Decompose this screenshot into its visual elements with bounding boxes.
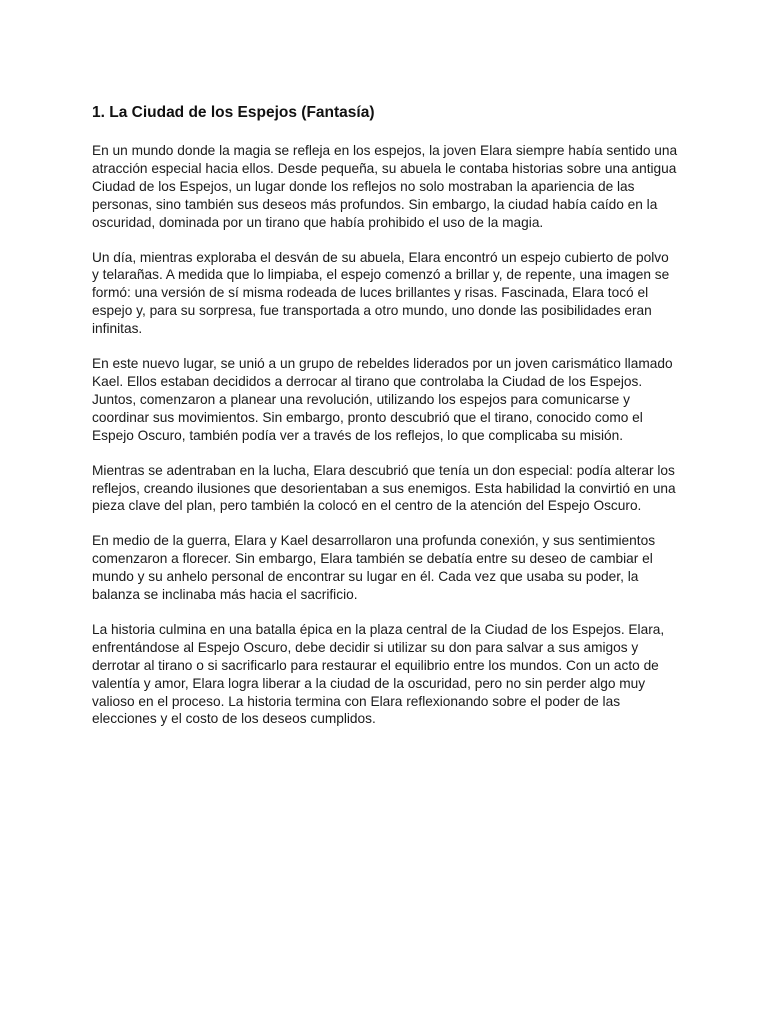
paragraph-3: En este nuevo lugar, se unió a un grupo de rebeldes liderados por un joven carismático llamado Kael. Ellos estaban decididos a derrocar al tirano que controlaba la Ciudad de los Espejos. Juntos, comenzaron a planear una revolución, utilizando los espejos para comunicarse y coordinar sus movimientos. Sin embargo, pronto descubrió que el tirano, conocido como el Espejo Oscuro, también podía ver a través de los reflejos, lo que complicaba su misión. (92, 356, 673, 443)
paragraph-4: Mientras se adentraban en la lucha, Elara descubrió que tenía un don especial: podía alterar los reflejos, creando ilusiones que desorientaban a sus enemigos. Esta habilidad la convirtió en una pieza clave del plan, pero también la colocó en el centro de la atención del Espejo Oscuro. (92, 462, 676, 514)
document-title: 1. La Ciudad de los Espejos (Fantasía) (92, 104, 375, 121)
paragraph-1: En un mundo donde la magia se refleja en los espejos, la joven Elara siempre había sentido una atracción especial hacia ellos. Desde pequeña, su abuela le contaba historias sobre una antigua Ciudad de los Espejos, un lugar donde los reflejos no solo mostraban la apariencia de las personas, sino también sus deseos más profundos. Sin embargo, la ciudad había caído en la oscuridad, dominada por un tirano que había prohibido el uso de la magia. (92, 143, 678, 230)
paragraph-5: En medio de la guerra, Elara y Kael desarrollaron una profunda conexión, y sus sentimientos comenzaron a florecer. Sin embargo, Elara también se debatía entre su deseo de cambiar el mundo y su anhelo personal de encontrar su lugar en él. Cada vez que usaba su poder, la balanza se inclinaba más hacia el sacrificio. (92, 533, 656, 603)
paragraph-6: La historia culmina en una batalla épica en la plaza central de la Ciudad de los Espejos. Elara, enfrentándose al Espejo Oscuro, debe decidir si utilizar su don para salvar a sus amigos y derrotar al tirano o si sacrificarlo para restaurar el equilibrio entre los mundos. Con un acto de valentía y amor, Elara logra liberar a la ciudad de la oscuridad, pero no sin perder algo muy valioso en el proceso. La historia termina con Elara reflexionando sobre el poder de las elecciones y el costo de los deseos cumplidos. (92, 621, 665, 727)
document-page (92, 103, 678, 745)
paragraph-2: Un día, mientras exploraba el desván de su abuela, Elara encontró un espejo cubierto de polvo y telarañas. A medida que lo limpiaba, el espejo comenzó a brillar y, de repente, una imagen se formó: una versión de sí misma rodeada de luces brillantes y risas. Fascinada, Elara tocó el espejo y, para su sorpresa, fue transportada a otro mundo, uno donde las posibilidades eran infinitas. (92, 249, 670, 337)
